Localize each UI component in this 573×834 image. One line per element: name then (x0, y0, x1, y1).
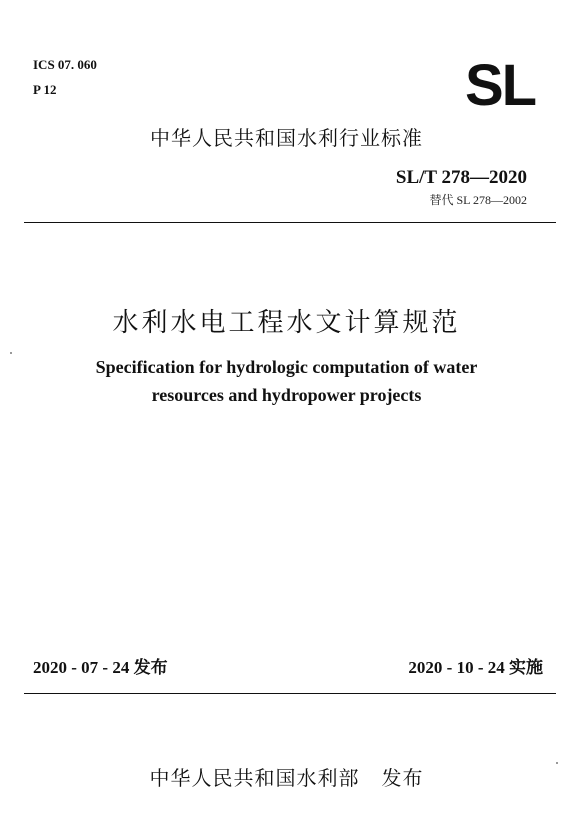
ics-code: ICS 07. 060 (33, 57, 97, 72)
replaces-standard: 替代 SL 278—2002 (429, 193, 527, 207)
sl-logo-text: SL (464, 60, 536, 108)
publisher-line (0, 768, 573, 788)
industry-standard-heading: 中华人民共和国水利行业标准 (150, 126, 423, 150)
issue-date: 2020 - 07 - 24 发布 (33, 658, 168, 677)
publisher-action: 发布 (381, 766, 424, 790)
scan-speck (556, 762, 558, 764)
standard-number: SL/T 278—2020 (395, 167, 527, 188)
title-chinese: 水利水电工程水文计算规范 (112, 308, 461, 338)
top-divider (24, 222, 556, 223)
title-english-line-2: resources and hydropower projects (151, 385, 422, 405)
sl-logo (452, 60, 548, 108)
title-english-line-1: Specification for hydrologic computation of water (95, 357, 478, 377)
bottom-divider (24, 693, 556, 694)
category-code: P 12 (33, 82, 57, 97)
implementation-date: 2020 - 10 - 24 实施 (408, 658, 543, 677)
scan-speck (10, 352, 12, 354)
publisher-name: 中华人民共和国水利部 (149, 766, 360, 790)
